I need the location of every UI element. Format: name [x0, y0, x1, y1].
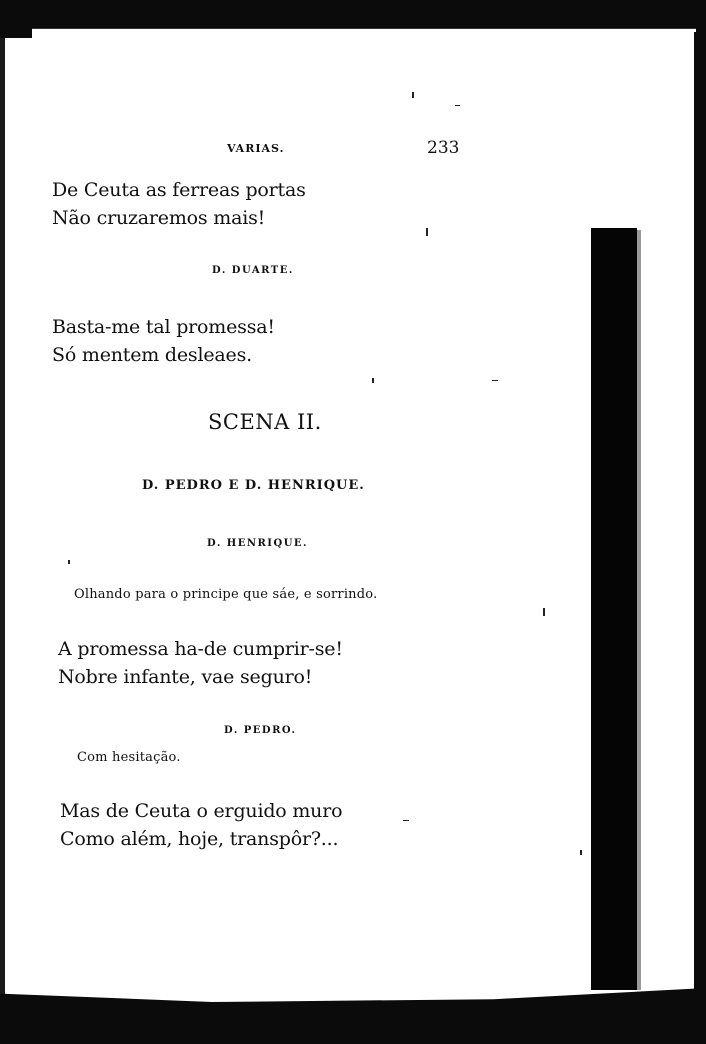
scan-border-right — [694, 32, 706, 992]
verse-line: Basta-me tal promessa! — [52, 316, 275, 338]
scan-speck — [68, 560, 70, 564]
scan-speck — [543, 608, 545, 616]
scan-speck — [426, 228, 428, 236]
page-edge — [637, 230, 641, 990]
scan-speck — [455, 105, 460, 106]
scan-speck — [372, 378, 374, 383]
speaker-name: D. HENRIQUE. — [207, 538, 309, 549]
verse-line: A promessa ha-de cumprir-se! — [58, 638, 343, 660]
stage-direction: Olhando para o principe que sáe, e sorrindo. — [74, 587, 378, 602]
speaker-name: D. DUARTE. — [212, 265, 294, 276]
scan-border-bottom — [0, 988, 706, 1044]
verse-line: Como além, hoje, transpôr?... — [60, 828, 339, 850]
running-title: VARIAS. — [227, 142, 285, 155]
verse-line: Nobre infante, vae seguro! — [58, 666, 313, 688]
scan-border-left — [0, 38, 5, 998]
verse-line: Só mentem desleaes. — [52, 344, 252, 366]
verse-line: De Ceuta as ferreas portas — [52, 179, 306, 201]
scene-title: SCENA II. — [208, 410, 322, 434]
scan-speck — [412, 92, 414, 98]
scan-speck — [403, 820, 409, 821]
book-gutter-shadow — [591, 228, 637, 990]
verse-line: Não cruzaremos mais! — [52, 207, 266, 229]
scene-characters: D. PEDRO E D. HENRIQUE. — [142, 478, 365, 493]
speaker-name: D. PEDRO. — [224, 725, 297, 736]
scan-speck — [492, 380, 498, 381]
page-number: 233 — [427, 138, 460, 158]
scan-speck — [580, 850, 582, 855]
stage-direction: Com hesitação. — [77, 750, 181, 765]
verse-line: Mas de Ceuta o erguido muro — [60, 800, 343, 822]
page-top-edge — [32, 28, 696, 39]
